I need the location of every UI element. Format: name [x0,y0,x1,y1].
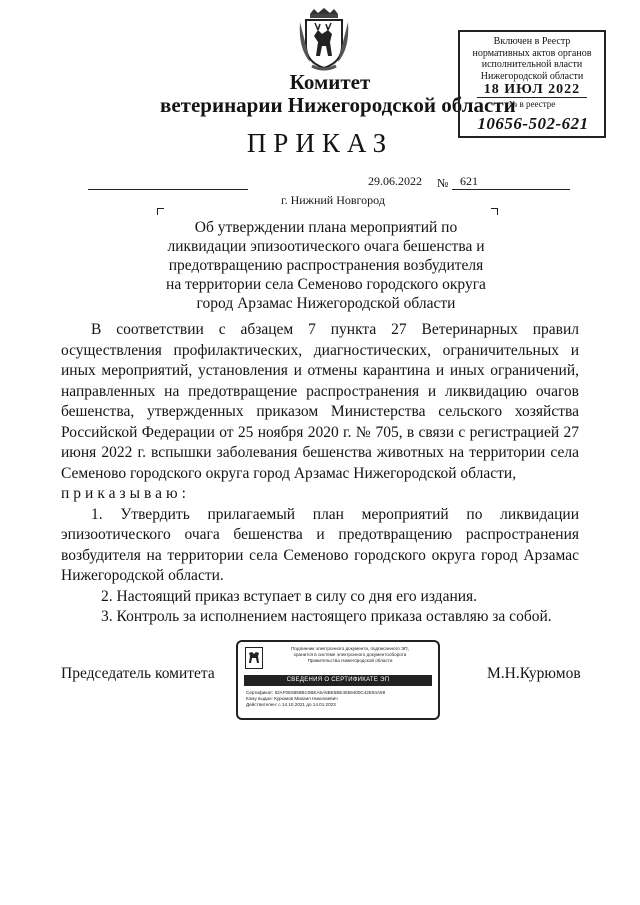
bracket-left [157,208,164,215]
stamp-line2: нормативных актов органов [472,47,592,59]
esig-certificate: Сертификат: 62AF0E6858BC0BEA5A6BE5BE4559400C42E84A59 [246,690,386,695]
esig-emblem-icon [245,647,263,669]
subject-line: Об утверждении плана мероприятий по [194,219,458,236]
stamp-date: 18 ИЮЛ 2022 [483,82,581,97]
stamp-line3: исполнительной власти [481,59,583,70]
e-signature-stamp [236,640,440,720]
order-item-1: 1. Утвердить прилагаемый план мероприятий по ликвидации эпизоотического очага бешенства и предотвращению распространения возбудителя на территории села Семеново городского округа город Арзамас Нижегородской области. [61,505,579,584]
esig-valid: Действителен: с 14.10.2021 до 14.01.2023 [246,702,336,708]
order-item-2: 2. Настоящий приказ вступает в силу со дня его издания. [101,587,478,605]
document-title: ПРИКАЗ [246,128,394,158]
subject-line: на территории села Семеново городского округа [166,276,486,293]
preamble: В соответствии с абзацем 7 пункта 27 Ветеринарных правил осуществления профилактических, диагностических, ограничительных и иных мероприятий, установления и отмены карантина и иных ограничений, направленных на предотвращение распространения и ликвидацию очагов бешенства, утвержденных приказом Министерства сельского хозяйства Российской Федерации от 25 ноября 2020 г. № 705, в связи с регистрацией 27 июня 2022 г. вспышки заболевания бешенства животных на территории села Семеново городского округа город Арзамас Нижегородской области, [61,321,579,482]
esig-issued-to: Кому выдан: Курюмов Михаил Николаевич [246,696,338,702]
coat-of-arms-icon [298,8,350,72]
order-date: 29.06.2022 [368,174,422,188]
order-item-3: 3. Контроль за исполнением настоящего приказа оставляю за собой. [101,608,552,625]
signer-name: М.Н.Курюмов [487,665,581,682]
order-subject [150,218,502,313]
esig-header-line3: Правительства Нижегородской области [307,658,393,663]
esig-certificate-bar: СВЕДЕНИЯ О СЕРТИФИКАТЕ ЭП [244,675,432,686]
subject-line: город Арзамас Нижегородской области [196,295,456,312]
esig-details [246,690,385,709]
bracket-right [491,208,498,215]
esig-header [265,646,435,664]
org-name-line1: Комитет [289,70,371,94]
order-number: 621 [460,174,478,188]
date-underline [88,189,248,190]
esig-header-line2: хранится в системе электронного документооборота [293,652,407,657]
city: г. Нижний Новгород [281,193,385,207]
signer-position: Председатель комитета [61,665,215,682]
number-sign: № [437,176,449,190]
subject-line: предотвращению распространения возбудителя [168,257,484,274]
stamp-line1: Включен в Реестр [493,36,571,47]
order-body [61,320,579,628]
number-underline [452,189,570,190]
subject-line: ликвидации эпизоотического очага бешенства и [167,238,485,255]
esig-header-line1: Подлинник электронного документа, подписанного ЭП, [291,646,409,651]
stamp-line4: Нижегородской области [480,70,584,82]
order-word: приказываю: [61,485,190,502]
stamp-registry-number: 10656-502-621 [477,114,589,133]
stamp-number-label: № в реестре [508,98,556,109]
org-name-line2: ветеринарии Нижегородской области [160,93,516,117]
